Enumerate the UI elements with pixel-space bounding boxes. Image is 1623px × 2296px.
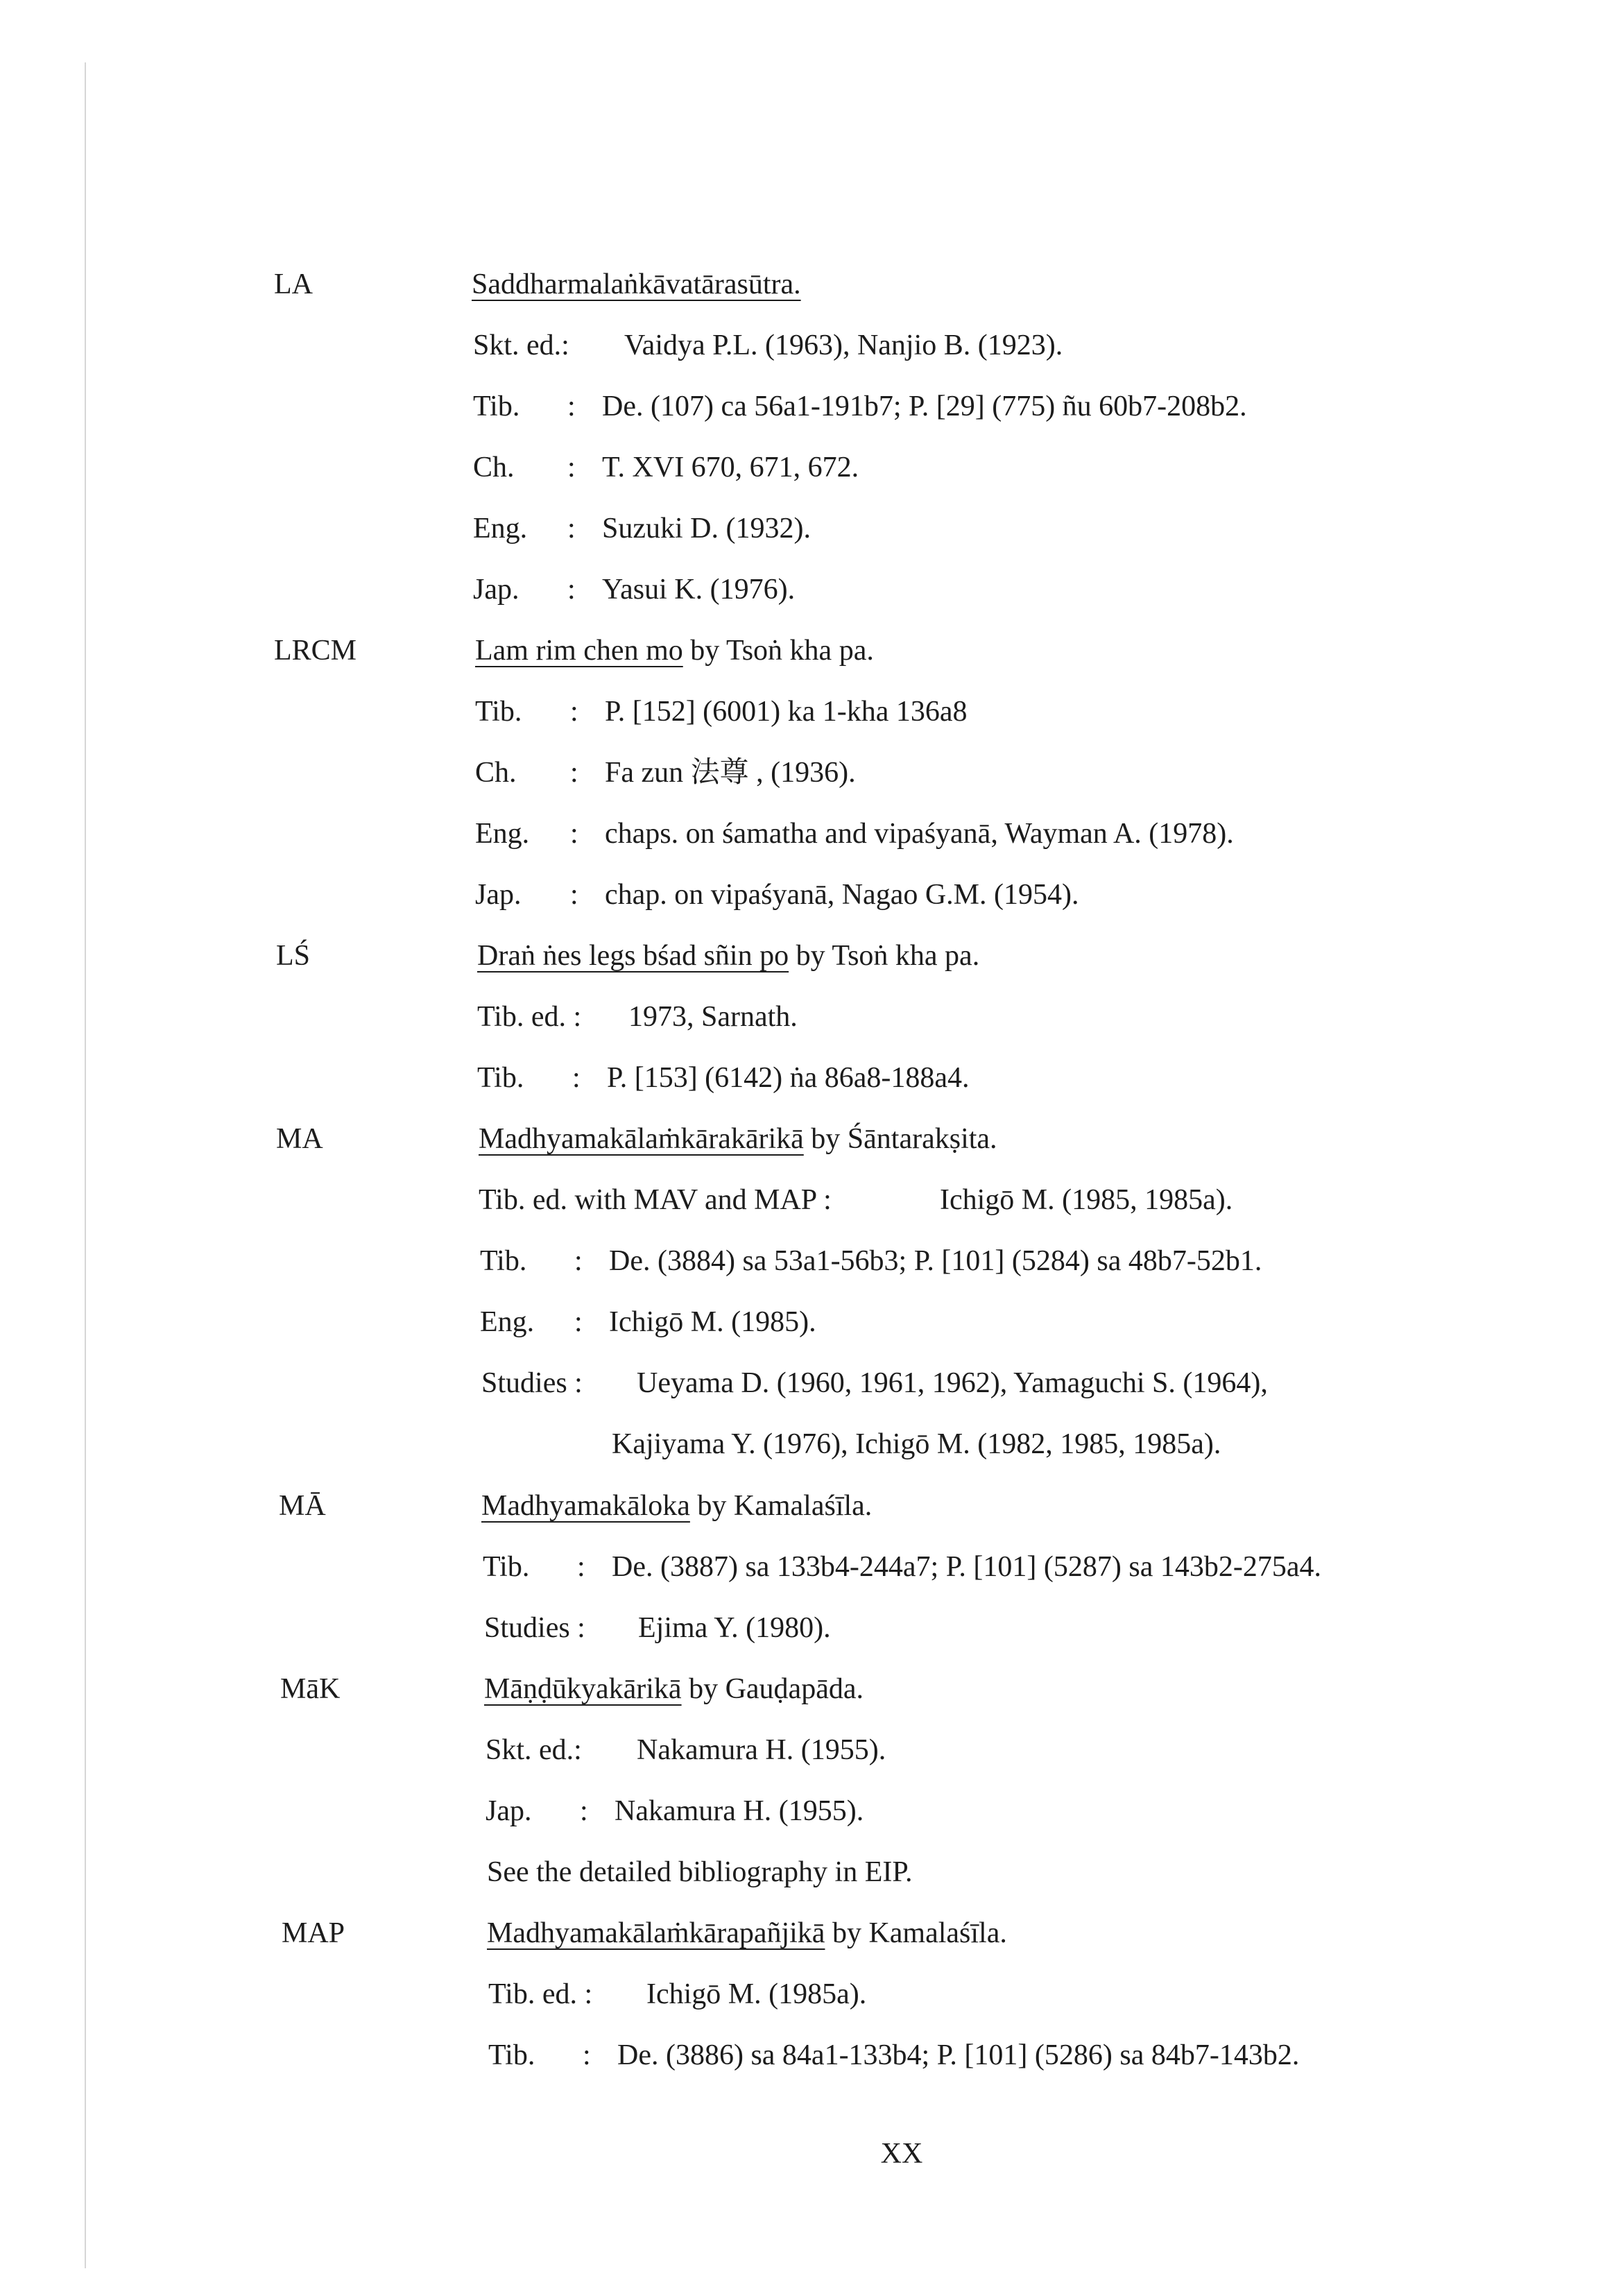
line-colon: : [570,757,578,789]
line-value: Ichigō M. (1985). [609,1306,816,1338]
entry-map-line [0,2031,1623,2080]
entry-la-line [0,443,1623,492]
entry-ls-line [0,993,1623,1041]
line-value: De. (3887) sa 133b4-244a7; P. [101] (5287) sa 143b2-275a4. [612,1551,1321,1583]
entry-ma-line [0,1237,1623,1285]
line-value: Nakamura H. (1955). [637,1734,886,1766]
line-value: chaps. on śamatha and vipaśyanā, Wayman A. (1978). [605,818,1234,850]
line-label: Tib. [477,1062,524,1094]
entry-title: Lam rim chen mo [475,635,683,667]
entry-maa-line [0,1543,1623,1591]
entry-la-line [0,382,1623,431]
line-label: Tib. [475,696,522,728]
line-value: Ichigō M. (1985, 1985a). [940,1184,1233,1216]
line-label: Jap. [475,879,522,911]
line-label: Tib. [488,2039,535,2071]
line-label: Eng. [480,1306,535,1338]
line-value: Ichigō M. (1985a). [646,1978,867,2010]
entry-la-heading [0,260,1623,309]
entry-title: Saddharmalaṅkāvatārasūtra. [472,268,801,300]
entry-title-rest: by Tsoṅ kha pa. [789,940,980,972]
entry-lrcm-line [0,809,1623,858]
entry-ma-line [0,1176,1623,1224]
line-colon: : [567,513,576,545]
line-label: Eng. [473,513,528,545]
line-value: De. (3884) sa 53a1-56b3; P. [101] (5284) sa 48b7-52b1. [609,1245,1262,1277]
line-value: T. XVI 670, 671, 672. [602,452,859,483]
entry-title: Madhyamakālaṁkārapañjikā [487,1917,825,1949]
line-label: Skt. ed.: [486,1734,582,1766]
line-value: De. (107) ca 56a1-191b7; P. [29] (775) ñu 60b7-208b2. [602,391,1247,422]
entry-map-heading [0,1909,1623,1957]
entry-maa-heading [0,1482,1623,1530]
entry-ma-line [0,1298,1623,1346]
entry-mak-line [0,1848,1623,1896]
entry-ma-line [0,1420,1623,1468]
entry-abbreviation: LRCM [274,635,357,667]
line-label: Ch. [473,452,515,483]
line-colon: : [583,2039,591,2071]
line-value: De. (3886) sa 84a1-133b4; P. [101] (5286) sa 84b7-143b2. [617,2039,1300,2071]
line-label: See the detailed bibliography in EIP. [487,1856,913,1888]
entry-title: Madhyamakālaṁkārakārikā [479,1123,804,1155]
entry-abbreviation: MĀ [279,1490,326,1522]
line-value: Nakamura H. (1955). [615,1795,864,1827]
entry-mak-line [0,1726,1623,1774]
entry-title-rest: by Gauḍapāda. [681,1673,864,1705]
line-value: Yasui K. (1976). [602,574,796,606]
line-label: Tib. [483,1551,530,1583]
line-label: Ch. [475,757,517,789]
entry-map-line [0,1970,1623,2019]
entry-mak-heading [0,1665,1623,1713]
line-label: Tib. ed. with MAV and MAP : [479,1184,832,1216]
page-number: XX [880,2138,923,2170]
entry-title-rest: by Kamalaśīla. [689,1490,873,1522]
line-colon: : [567,391,576,422]
line-colon: : [580,1795,588,1827]
line-value: Fa zun 法尊 , (1936). [605,757,856,789]
line-value: Ejima Y. (1980). [638,1612,831,1644]
line-colon: : [567,452,576,483]
entry-ma-line [0,1359,1623,1407]
line-label: Eng. [475,818,530,850]
line-label: Studies : [481,1367,583,1399]
line-value: P. [153] (6142) ṅa 86a8-188a4. [607,1062,970,1094]
line-colon: : [574,1306,583,1338]
line-label: Studies : [484,1612,585,1644]
line-colon: : [567,574,576,606]
entry-la-line [0,504,1623,553]
entry-abbreviation: MāK [280,1673,341,1705]
entry-title: Draṅ ṅes legs bśad sñin po [477,940,789,972]
line-colon: : [572,1062,581,1094]
entry-ls-line [0,1054,1623,1102]
entry-title-rest: by Kamalaśīla. [825,1917,1007,1949]
entry-ma-heading [0,1115,1623,1163]
entry-title: Māṇḍūkyakārikā [484,1673,682,1705]
line-value: 1973, Sarnath. [628,1001,798,1033]
entry-lrcm-line [0,871,1623,919]
line-colon: : [577,1551,585,1583]
entry-abbreviation: MAP [282,1917,345,1949]
entry-maa-line [0,1604,1623,1652]
line-label: Jap. [486,1795,532,1827]
entry-abbreviation: MA [276,1123,323,1155]
entry-mak-line [0,1787,1623,1835]
line-label: Tib. [473,391,520,422]
line-colon: : [570,818,578,850]
entry-title: Madhyamakāloka [481,1490,690,1522]
entry-la-line [0,321,1623,370]
line-value: chap. on vipaśyanā, Nagao G.M. (1954). [605,879,1079,911]
entry-title-rest: by Tsoṅ kha pa. [682,635,874,667]
line-label: Tib. ed. : [477,1001,582,1033]
line-colon: : [570,879,578,911]
line-label: Jap. [473,574,519,606]
entry-lrcm-heading [0,626,1623,675]
entry-la-line [0,565,1623,614]
line-value: Kajiyama Y. (1976), Ichigō M. (1982, 1985, 1985a). [612,1428,1221,1460]
entry-ls-heading [0,932,1623,980]
line-value: Ueyama D. (1960, 1961, 1962), Yamaguchi S. (1964), [637,1367,1268,1399]
line-label: Tib. [480,1245,527,1277]
line-label: Skt. ed.: [473,329,569,361]
entry-abbreviation: LŚ [276,940,311,972]
line-value: P. [152] (6001) ka 1-kha 136a8 [605,696,968,728]
line-value: Suzuki D. (1932). [602,513,811,545]
line-value: Vaidya P.L. (1963), Nanjio B. (1923). [624,329,1063,361]
entry-abbreviation: LA [274,268,313,300]
line-label: Tib. ed. : [488,1978,593,2010]
entry-lrcm-line [0,748,1623,797]
entry-title-rest: by Śāntarakṣita. [803,1123,997,1155]
entry-lrcm-line [0,687,1623,736]
line-colon: : [570,696,578,728]
line-colon: : [574,1245,583,1277]
